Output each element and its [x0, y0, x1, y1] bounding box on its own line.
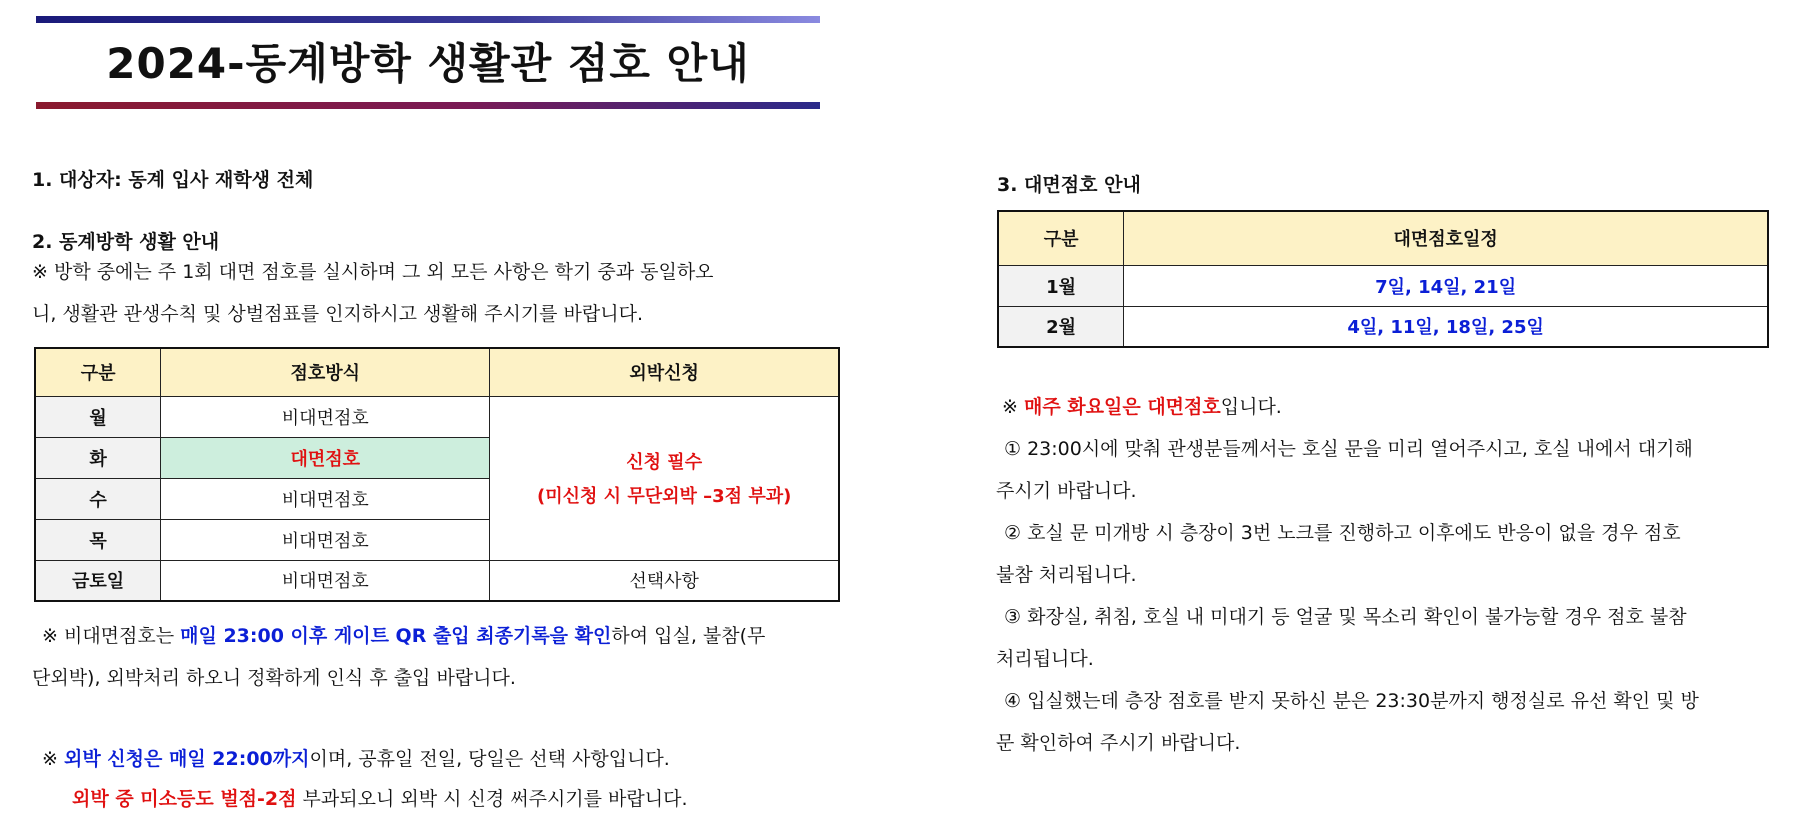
- table-row: [998, 306, 1768, 347]
- day-cell: 화: [35, 437, 161, 478]
- schedule-table: [997, 210, 1769, 348]
- header-cell: 외박신청: [490, 348, 839, 396]
- merged-apply-cell: [490, 396, 839, 560]
- rollcall-table-header: [35, 348, 839, 396]
- method-cell: 비대면점호: [161, 396, 490, 437]
- note2-suffix: 이며, 공휴일 전일, 당일은 선택 사항입니다.: [309, 748, 670, 770]
- method-cell-highlight: 대면점호: [161, 437, 490, 478]
- method-cell: 비대면점호: [161, 519, 490, 560]
- note2-line1: [42, 738, 670, 780]
- dates-cell: 7일, 14일, 21일: [1124, 265, 1768, 306]
- apply-required-text: 신청 필수: [626, 452, 703, 473]
- weekly-notice: [1002, 386, 1282, 428]
- table-row: [35, 560, 839, 601]
- method-cell: 비대면점호: [161, 478, 490, 519]
- section2-intro-line2: 니, 생활관 관생수칙 및 상벌점표를 인지하시고 생활해 주시기를 바랍니다.: [32, 303, 644, 325]
- notice-suffix: 입니다.: [1220, 396, 1282, 418]
- note2-line2-suffix: 부과되오니 외박 시 신경 써주시기를 바랍니다.: [296, 788, 688, 810]
- note2-penalty: 외박 중 미소등도 벌점-2점: [72, 788, 297, 810]
- section2-heading: 2. 동계방학 생활 안내: [32, 231, 220, 253]
- day-cell: 목: [35, 519, 161, 560]
- note1-highlight: 매일 23:00 이후 게이트 QR 출입 최종기록을 확인: [180, 625, 612, 647]
- note2-line2: [72, 778, 688, 820]
- day-cell: 월: [35, 396, 161, 437]
- title-bottom-bar: [36, 102, 820, 109]
- month-cell: 2월: [998, 306, 1124, 347]
- note1-line2: 단외박), 외박처리 하오니 정확하게 인식 후 출입 바랍니다.: [32, 667, 516, 689]
- notice-prefix: ※: [1002, 396, 1024, 418]
- note2-highlight: 외박 신청은 매일 22:00까지: [63, 748, 310, 770]
- notice-highlight: 매주 화요일은 대면점호: [1023, 396, 1221, 418]
- title-top-bar: [36, 16, 820, 23]
- header-cell: 구분: [35, 348, 161, 396]
- rollcall-table: [34, 347, 840, 602]
- item4-line1: ④ 입실했는데 층장 점호를 받지 못하신 분은 23:30분까지 행정실로 유선 확인 및 방: [1004, 690, 1699, 712]
- apply-penalty-text: (미신청 시 무단외박 –3점 부과): [537, 486, 792, 507]
- item1-line1: ① 23:00시에 맞춰 관생분들께서는 호실 문을 미리 열어주시고, 호실 내에서 대기해: [1004, 438, 1693, 460]
- note2-prefix: ※: [42, 748, 64, 770]
- item3-line1: ③ 화장실, 취침, 호실 내 미대기 등 얼굴 및 목소리 확인이 불가능할 경우 점호 불참: [1004, 606, 1687, 628]
- item2-line2: 불참 처리됩니다.: [996, 564, 1137, 586]
- note1-line1: [42, 615, 765, 657]
- header-cell: 구분: [998, 211, 1124, 265]
- note1-suffix: 하여 입실, 불참(무: [611, 625, 766, 647]
- section1-heading: 1. 대상자: 동계 입사 재학생 전체: [32, 169, 314, 191]
- apply-cell: 선택사항: [490, 560, 839, 601]
- item4-line2: 문 확인하여 주시기 바랍니다.: [996, 732, 1241, 754]
- day-cell: 수: [35, 478, 161, 519]
- table-row: [35, 396, 839, 437]
- header-cell: 대면점호일정: [1124, 211, 1768, 265]
- schedule-table-header: [998, 211, 1768, 265]
- item2-line1: ② 호실 문 미개방 시 층장이 3번 노크를 진행하고 이후에도 반응이 없을 경우 점호: [1004, 522, 1681, 544]
- item3-line2: 처리됩니다.: [996, 648, 1094, 670]
- note1-prefix: ※ 비대면점호는: [42, 625, 181, 647]
- section3-heading: 3. 대면점호 안내: [997, 174, 1141, 196]
- method-cell: 비대면점호: [161, 560, 490, 601]
- header-cell: 점호방식: [161, 348, 490, 396]
- month-cell: 1월: [998, 265, 1124, 306]
- day-cell: 금토일: [35, 560, 161, 601]
- table-row: [998, 265, 1768, 306]
- page-title: 2024-동계방학 생활관 점호 안내: [106, 39, 750, 88]
- dates-cell: 4일, 11일, 18일, 25일: [1124, 306, 1768, 347]
- item1-line2: 주시기 바랍니다.: [996, 480, 1137, 502]
- section2-intro-line1: ※ 방학 중에는 주 1회 대면 점호를 실시하며 그 외 모든 사항은 학기 중과 동일하오: [32, 261, 714, 283]
